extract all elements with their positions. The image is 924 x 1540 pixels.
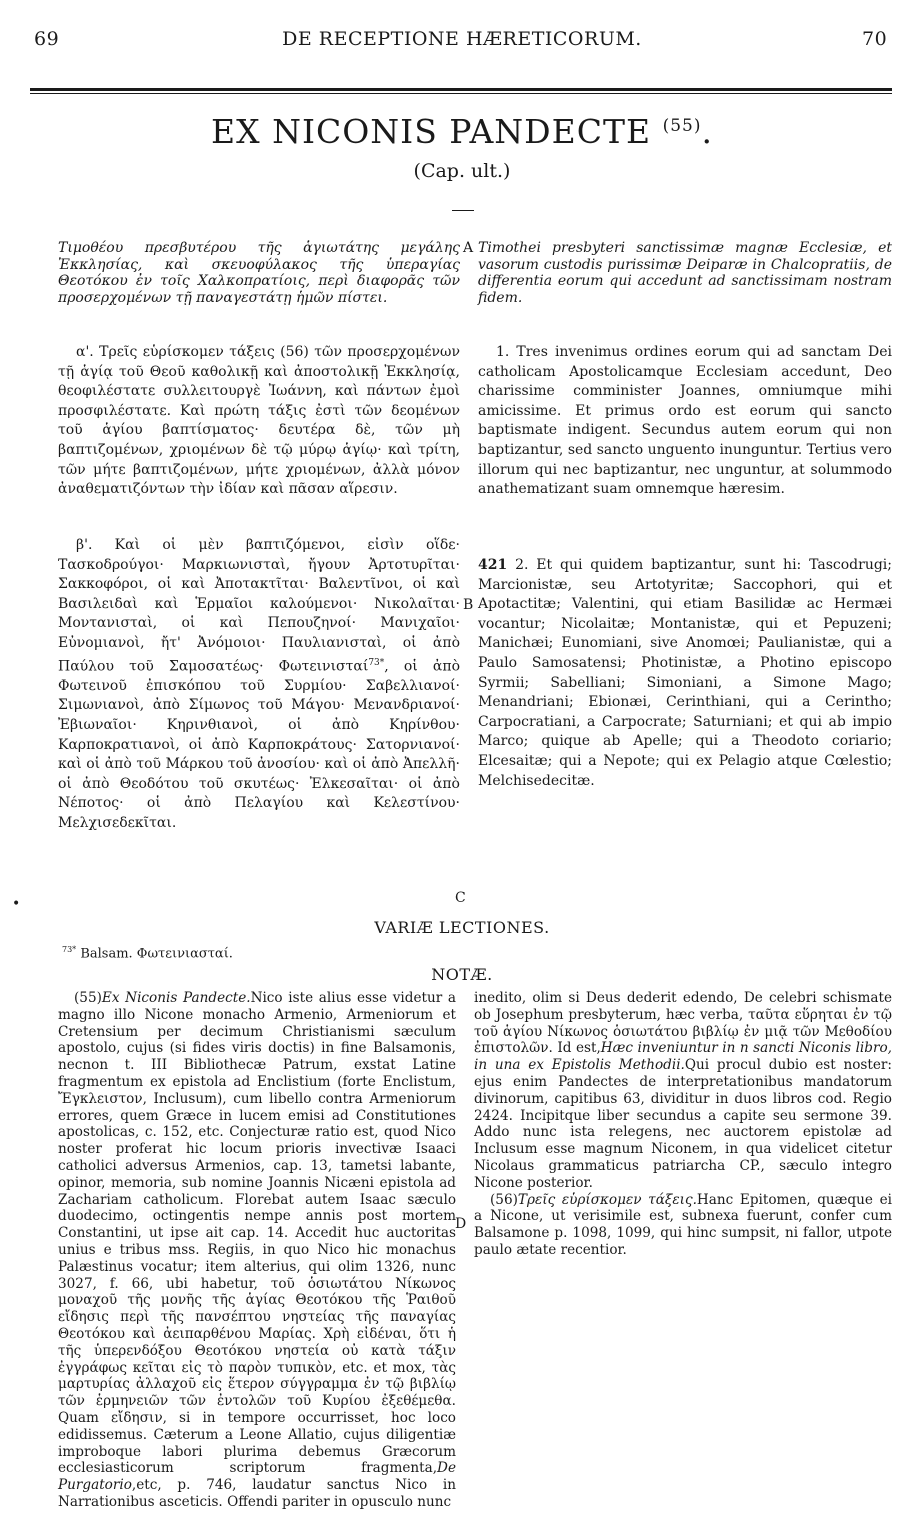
latin-paragraph-1: 1. Tres invenimus ordines eorum qui ad sanctam Dei catholicam Apostolicamque Ecclesiam accedunt, Deo charissime comminister Joannes, omniumque mihi amicissime. Et primus ordo est eorum qui sancto baptismate indigent. Secundus autem eorum qui non baptizantur, sed sancto unguento inunguntur. Tertius vero illorum qui nec baptizantur, nec unguntur, at solummodo anathematizant suam omnemque hæresim. xyxy=(478,344,892,498)
variant-note-text: Balsam. Φωτεινιασταί. xyxy=(80,946,233,962)
note-text-run: ,etc, p. 746, laudatur sanctus Nico in Narrationibus asceticis. Offendi pariter in opusculo nunc xyxy=(58,1477,456,1510)
greek-heading: Τιμοθέου πρεσβυτέρου τῆς ἁγιωτάτης μεγάλης Ἐκκλησίας, καὶ σκευοφύλακος τῆς ὑπεραγίας Θεοτόκου ἐν τοῖς Χαλκοπρατίοις, περὶ διαφορᾶς τῶν προσερχομένων τῇ παναγεστάτῃ ἡμῶν πίστει. xyxy=(58,240,460,306)
note-text-run: (55) xyxy=(74,990,102,1006)
latin-paragraph-2 xyxy=(478,556,892,791)
note-text-run: inedito, olim si Deus dederit edendo, De celebri schismate ob Josephum presbyterum, hæc verba, ταῦτα εὕρηται ἐν τῷ τοῦ ἁγίου Νίκωνος ὁσιωτάτου βιβλίῳ ἐν μιᾷ τῶν Μεθοδίου ἐπιστολῶν. Id est, xyxy=(474,990,892,1057)
running-title: DE RECEPTIONE HÆRETICORUM. xyxy=(282,28,642,50)
title-divider xyxy=(452,210,474,211)
chapter-subtitle: (Cap. ult.) xyxy=(413,160,511,182)
greek-paragraph-1: α'. Τρεῖς εὑρίσκομεν τάξεις (56) τῶν προσερχομένων τῇ ἁγίᾳ τοῦ Θεοῦ καθολικῇ καὶ ἀποστολικῇ Ἐκκλησίᾳ, θεοφιλέστατε συλλειτουργὲ Ἰωάννη, καὶ πάντων ἐμοὶ προσφιλέστατε. Καὶ πρώτη τάξις ἐστὶ τῶν δεομένων τοῦ ἁγίου βαπτίσματος· δευτέρα δὲ, τῶν μὴ βαπτιζομένων, χριομένων δὲ τῷ μύρῳ ἁγίῳ· καὶ τρίτη, τῶν μήτε βαπτιζομένων, μήτε χριομένων, ἀλλὰ μόνον ἀναθεματιζόντων τὴν ἰδίαν καὶ πᾶσαν αἵρεσιν. xyxy=(58,344,460,498)
header-rule xyxy=(30,88,892,91)
margin-bullet: • xyxy=(12,896,21,912)
variae-lectiones-heading: VARIÆ LECTIONES. xyxy=(374,918,550,937)
note-text-run: (56) xyxy=(490,1191,518,1208)
greek-paragraph-2-b: , οἱ ἀπὸ Φωτεινοῦ ἐπισκόπου τοῦ Συρμίου· Σαβελλιανοί· Σιμωνιανοὶ, ἀπὸ Σίμωνος τοῦ Μάγου· Μενανδριανοί· Ἐβιωναῖοι· Κηρινθιανοὶ, οἱ ἀπὸ Κηρίνθου· Καρποκρατιανοὶ, οἱ ἀπὸ Καρποκράτους· Σατορνιανοί· καὶ οἱ ἀπὸ τοῦ Μάρκου τοῦ ἀνοσίου· καὶ οἱ ἀπὸ Ἀπελλῆ· οἱ ἀπὸ Θεοδότου τοῦ σκυτέως· Ἐλκεσαῖται· οἱ ἀπὸ Νέποτος· οἱ ἀπὸ Πελαγίου καὶ Κελεστίνου· Μελχισεδεκῖται. xyxy=(58,658,460,831)
page-number-left: 69 xyxy=(34,28,60,50)
margin-letter-c: C xyxy=(455,890,466,906)
note-55 xyxy=(474,990,892,1192)
margin-letter-a: A xyxy=(463,240,474,256)
note-56 xyxy=(474,1192,892,1259)
latin-paragraph-2-text: 2. Et qui quidem baptizantur, sunt hi: Tascodrugi; Marcionistæ, seu Artotyritæ; Saccophori, qui et Apotactitæ; Valentini, qui etiam Basilidæ ac Hermæi vocantur; Nicolaitæ; Montanistæ, qui et Pepuzeni; Manichæi; Eunomiani, sive Anomœi; Paulianistæ, qui a Paulo Samosatensi; Photinistæ, a Photino episcopo Syrmii; Sabelliani; Simoniani, a Simone Mago; Menandriani; Ebionæi, Cerinthiani, qui a Cerintho; Carpocratiani, a Carpocrate; Saturniani; et qui ab impio Marco; quique ab Apelle; qui a Theodoto coriario; Elcesaitæ; qui a Nepote; qui ex Pelagio atque Cœlestio; Melchisedecitæ. xyxy=(478,557,892,789)
variant-note-ref: 73* xyxy=(62,945,77,954)
page-number-right: 70 xyxy=(862,28,888,50)
notae-heading: NOTÆ. xyxy=(431,965,493,984)
margin-letter-d: D xyxy=(455,1216,467,1232)
note-text-run: Τρεῖς εὑρίσκομεν τάξεις. xyxy=(517,1191,697,1208)
note-text-run: De Purgatorio xyxy=(58,1460,456,1494)
variant-note xyxy=(62,945,233,961)
note-text-run: Nico iste alius esse videtur a magno illo Nicone monacho Armenio, Armeniorum et Cretensium per decimum Christianismi sæculum apostolo, cujus (si fides viris doctis) in fine Balsamonis, necnon t. III Bibliothecæ Patrum, exstat Latine fragmentum ex epistola ad Enclistium (forte Enclistum, Ἔγκλειστον, Inclusum), cum libello contra Armeniorum errores, quem Græce in lucem emisi ad Constitutiones apostolicas, c. 152, etc. Conjecturæ ratio est, quod Nico noster proferat hic locum prioris invectivæ Isaaci catholici adversus Armenios, cap. 13, tametsi labante, opinor, memoria, sub nomine Joannis Nicæni epistola ad Zachariam catholicum. Florebat autem Isaac sæculo duodecimo, octingentis nempe annis post mortem Constantini, ut ipse ait cap. 14. Accedit huc auctoritas unius e tribus mss. Regiis, in quo Nico hic monachus Palæstinus vocatur; item alterius, qui olim 1326, nunc 3027, f. 66, ubi habetur, τοῦ ὁσιωτάτου Νίκωνος μοναχοῦ τῆς μονῆς τῆς ἁγίας Θεοτόκου τῆς Ῥαιθοῦ εἴδησις περὶ τῆς πανσέπτου νηστείας τῆς παναγίας Θεοτόκου καὶ ἀειπαρθένου Μαρίας. Χρὴ εἰδέναι, ὅτι ἡ τῆς ὑπερενδόξου Θεοτόκου νηστεία οὐ κατὰ τάξιν ἐγγράφως κεῖται εἰς τὸ παρὸν τυπικὸν, etc. et mox, τὰς μαρτυρίας ἀλλαχοῦ εἰς ἕτερον σύγγραμμα ἐν τῷ βιβλίῳ τῶν ἑρμηνειῶν τῶν ἐντολῶν τοῦ Κυρίου ἐξεθέμεθα. Quam εἴδησιν, si in tempore occurrisset, hoc loco edidissemus. Cæterum a Leone Allatio, cujus diligentiæ improboque labori plurima debemus Græcorum ecclesiasticorum scriptorum fragmenta, xyxy=(58,990,456,1477)
greek-paragraph-2-a: β'. Καὶ οἱ μὲν βαπτιζόμενοι, εἰσὶν οἵδε· Τασκοδρούγοι· Μαρκιωνισταὶ, ἤγουν Ἀρτοτυρῖται· Σακκοφόροι, οἱ καὶ Ἀποτακτῖται· Βαλεντῖνοι, οἱ καὶ Βασιλειδαὶ καὶ Ἑρμαῖοι καλούμενοι· Νικολαῖται· Μοντανισταὶ, οἱ καὶ Πεπουζηνοί· Μανιχαῖοι· Εὐνομιανοὶ, ἤτ' Ἀνόμοιοι· Παυλιανισταὶ, οἱ ἀπὸ Παύλου τοῦ Σαμοσατέως· Φωτεινισταί xyxy=(58,537,460,675)
title-end: . xyxy=(701,112,713,151)
note-text-run: Hæc inveniuntur in n sancti Niconis libro, in una ex Epistolis Methodii. xyxy=(474,1040,892,1074)
variant-ref: 73* xyxy=(368,657,385,668)
chapter-title-text: EX NICONIS PANDECTE xyxy=(211,112,652,151)
margin-letter-b: B xyxy=(463,597,474,613)
notes-column-right xyxy=(474,990,892,1259)
page-mark: 421 xyxy=(478,557,508,573)
latin-heading: Timothei presbyteri sanctissimæ magnæ Ecclesiæ, et vasorum custodis purissimæ Deiparæ in Chalcopratiis, de differentia eorum qui accedunt ad sanctissimam nostram fidem. xyxy=(478,240,892,306)
greek-paragraph-2 xyxy=(58,536,460,834)
title-note-ref: (55) xyxy=(662,116,702,136)
note-text-run: Ex Niconis Pandecte. xyxy=(101,990,251,1006)
notes-column-left xyxy=(58,990,456,1511)
chapter-title xyxy=(0,112,924,151)
note-text-run: Qui procul dubio est noster: ejus enim Pandectes de interpretationibus mandatorum divinorum, capitibus 63, dividitur in duos libros cod. Regio 2424. Incipitque liber secundus a capite seu sermone 39. Addo nunc ista relegens, nec auctorem epistolæ ad Inclusum esse magnum Niconem, in qua videlicet citetur Nicolaus grammaticus patriarcha CP., sæculo integro Nicone posterior. xyxy=(474,1057,892,1191)
header-rule-thin xyxy=(30,93,892,94)
note-text-run: Hanc Epitomen, quæque ei a Nicone, ut verisimile est, subnexa fuerunt, confer cum Balsamone p. 1098, 1099, qui hinc sumpsit, ni fallor, utpote paulo ætate recentior. xyxy=(474,1191,892,1258)
note-55 xyxy=(58,990,456,1511)
